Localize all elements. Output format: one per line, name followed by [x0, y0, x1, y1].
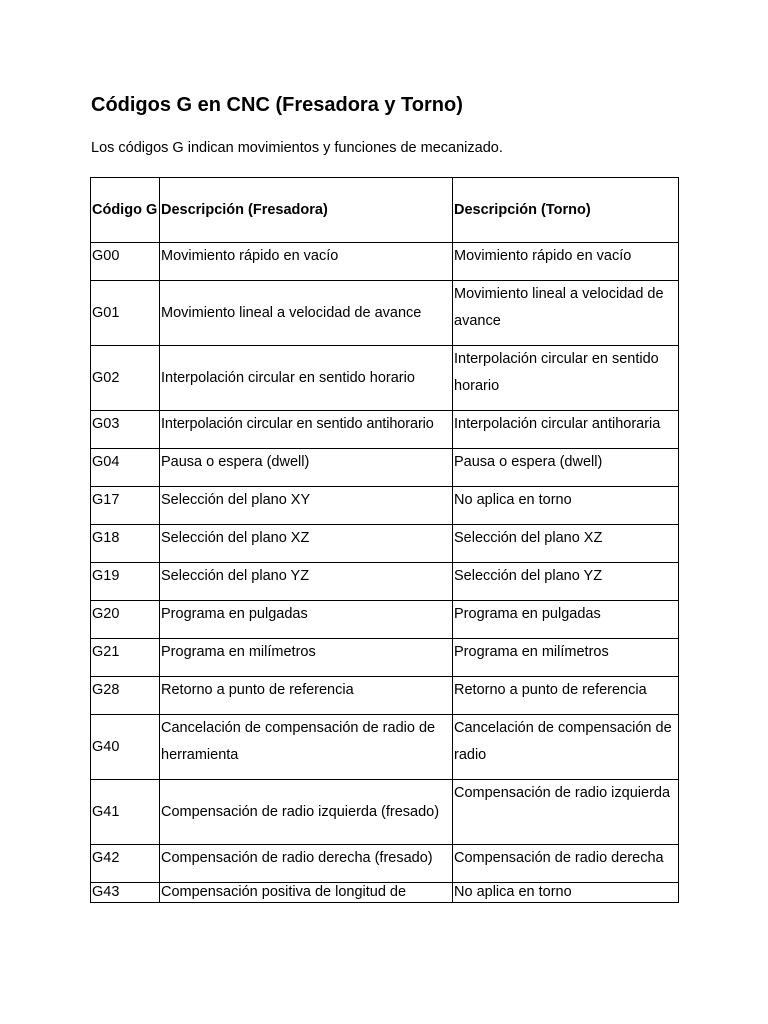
- cell-lathe: No aplica en torno: [453, 487, 679, 525]
- cell-code: G17: [91, 487, 160, 525]
- cell-milling: Programa en pulgadas: [160, 601, 453, 639]
- cell-lathe: Movimiento rápido en vacío: [453, 243, 679, 281]
- cell-lathe: Cancelación de compensación de radio: [453, 715, 679, 780]
- cell-code: G00: [91, 243, 160, 281]
- table-row: [91, 780, 679, 845]
- table-row: [91, 883, 679, 903]
- cell-lathe: Programa en pulgadas: [453, 601, 679, 639]
- cell-code: G21: [91, 639, 160, 677]
- header-code: Código G: [91, 178, 160, 243]
- cell-milling: Interpolación circular en sentido antihorario: [160, 411, 453, 449]
- cell-code: G02: [91, 346, 160, 411]
- g-codes-table: [90, 177, 679, 903]
- table-header-row: [91, 178, 679, 243]
- table-row: [91, 525, 679, 563]
- cell-milling: Interpolación circular en sentido horario: [160, 346, 453, 411]
- table-row: [91, 677, 679, 715]
- table-row: [91, 411, 679, 449]
- cell-milling: Selección del plano YZ: [160, 563, 453, 601]
- cell-milling: Compensación de radio derecha (fresado): [160, 845, 453, 883]
- cell-lathe: Programa en milímetros: [453, 639, 679, 677]
- cell-milling: Selección del plano XZ: [160, 525, 453, 563]
- cell-code: G40: [91, 715, 160, 780]
- table-row: [91, 281, 679, 346]
- page-title: Códigos G en CNC (Fresadora y Torno): [91, 94, 463, 116]
- cell-lathe: Compensación de radio derecha: [453, 845, 679, 883]
- cell-lathe: No aplica en torno: [453, 883, 679, 903]
- cell-code: G19: [91, 563, 160, 601]
- cell-lathe: Interpolación circular en sentido horario: [453, 346, 679, 411]
- cell-code: G43: [91, 883, 160, 903]
- table-row: [91, 639, 679, 677]
- cell-code: G01: [91, 281, 160, 346]
- cell-milling: Programa en milímetros: [160, 639, 453, 677]
- cell-lathe: Retorno a punto de referencia: [453, 677, 679, 715]
- cell-milling: Pausa o espera (dwell): [160, 449, 453, 487]
- cell-milling: Cancelación de compensación de radio de herramienta: [160, 715, 453, 780]
- cell-code: G04: [91, 449, 160, 487]
- cell-lathe: Selección del plano XZ: [453, 525, 679, 563]
- cell-code: G20: [91, 601, 160, 639]
- cell-code: G41: [91, 780, 160, 845]
- cell-lathe: Interpolación circular antihoraria: [453, 411, 679, 449]
- table-row: [91, 845, 679, 883]
- table-row: [91, 243, 679, 281]
- cell-code: G28: [91, 677, 160, 715]
- cell-code: G42: [91, 845, 160, 883]
- header-milling: Descripción (Fresadora): [160, 178, 453, 243]
- cell-code: G03: [91, 411, 160, 449]
- table-row: [91, 715, 679, 780]
- table-row: [91, 601, 679, 639]
- cell-milling: Compensación de radio izquierda (fresado): [160, 780, 453, 845]
- header-lathe: Descripción (Torno): [453, 178, 679, 243]
- cell-milling: Compensación positiva de longitud de: [160, 883, 453, 903]
- cell-milling: Movimiento lineal a velocidad de avance: [160, 281, 453, 346]
- table-row: [91, 449, 679, 487]
- cell-lathe: Movimiento lineal a velocidad de avance: [453, 281, 679, 346]
- cell-lathe: Selección del plano YZ: [453, 563, 679, 601]
- cell-code: G18: [91, 525, 160, 563]
- cell-lathe: Pausa o espera (dwell): [453, 449, 679, 487]
- cell-lathe: Compensación de radio izquierda: [453, 780, 679, 845]
- table-row: [91, 487, 679, 525]
- cell-milling: Movimiento rápido en vacío: [160, 243, 453, 281]
- table-row: [91, 563, 679, 601]
- intro-paragraph: Los códigos G indican movimientos y funciones de mecanizado.: [91, 140, 503, 156]
- table-row: [91, 346, 679, 411]
- cell-milling: Retorno a punto de referencia: [160, 677, 453, 715]
- cell-milling: Selección del plano XY: [160, 487, 453, 525]
